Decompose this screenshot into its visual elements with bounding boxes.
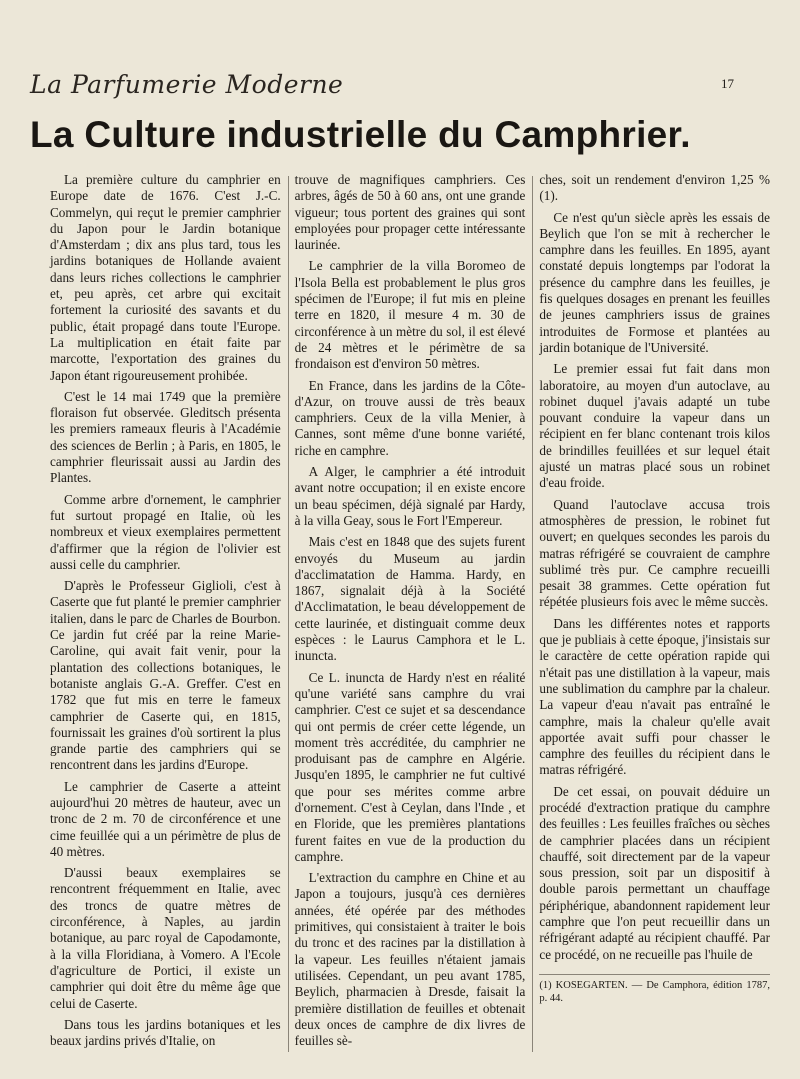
paragraph: Dans les différentes notes et rapports que je publiais à cette époque, j'insistais sur le caractère de cette opération rapide qui n'était pas une distillation à la vapeur, mais une sublimation du camphre par la chaleur. La vapeur d'eau n'avait pas entraîné le camphre, mais la chaleur qu'elle avait apportée avait suffi pour chasser le camphre des feuilles du récipient dans le matras réfrigéré.	[539, 615, 771, 778]
paragraph: De cet essai, on pouvait déduire un procédé d'extraction pratique du camphre des feuilles : Les feuilles fraîches ou sèches de camphrier placées dans un récipient chauffé, soit directement par de la vapeur sous pression, soit par un dispositif à double parois permettant un chauffage périphérique, abandonnent rapidement leur camphre que l'on peut recueillir dans un réfrigérant adapté au récipient chauffé. Par ce procédé, on ne recueille pas l'huile de	[539, 783, 771, 962]
paragraph: La première culture du camphrier en Europe date de 1676. C'est J.-C. Commelyn, qui reçut le premier camphrier du Japon pour le Jardin botanique d'Amsterdam ; dix ans plus tard, tous les jardins botaniques de Hollande avaient dans leurs riches collections le camphrier et, peu après, cet arbre qui excitait fortement la curiosité des savants et du public, était propagé dans toute l'Europe. La multiplication en était faite par marcotte, l'exportation des graines du Japon étant rigoureusement prohibée.	[50, 172, 281, 383]
paragraph: A Alger, le camphrier a été introduit avant notre occupation; il en existe encore un beau spécimen, déjà signalé par Hardy, à la villa Geay, sous le Fort l'Empereur.	[294, 464, 526, 528]
masthead: La Parfumerie Moderne	[30, 70, 344, 99]
page-number: 17	[721, 76, 734, 91]
footnote: (1) KOSEGARTEN. — De Camphora, édition 1787, p. 44.	[539, 979, 771, 1004]
paragraph: ches, soit un rendement d'environ 1,25 % (1).	[539, 172, 771, 204]
paragraph: L'extraction du camphre en Chine et au Japon a toujours, jusqu'à ces dernières années, été opérée par des méthodes primitives, qui consistaient à traiter le bois du tronc et des racines par la distillation à la vapeur. Les feuilles n'étaient jamais utilisées. Cependant, un peu avant 1785, Beylich, pharmacien à Dresde, faisait la première distillation de feuilles et obtenait deux onces de camphre de dix livres de feuilles sè-	[294, 870, 526, 1049]
paragraph: Le camphrier de Caserte a atteint aujourd'hui 20 mètres de hauteur, avec un tronc de 2 m. 70 de circonférence et une cime feuillée qui a un périmètre de plus de 40 mètres.	[50, 778, 281, 859]
paragraph: Dans tous les jardins botaniques et les beaux jardins privés d'Italie, on	[50, 1016, 281, 1049]
article-title: La Culture industrielle du Camphrier.	[30, 114, 691, 155]
paragraph: D'aussi beaux exemplaires se rencontrent fréquemment en Italie, avec des troncs de quatre mètres de circonférence, à Naples, au jardin botanique, au parc royal de Capodamonte, à la villa Floridiana, à Vomero. A l'Ecole d'agriculture de Portici, il existe un camphrier qui doit être du même âge que celui de Caserte.	[50, 865, 281, 1011]
paragraph: Le camphrier de la villa Boromeo de l'Isola Bella est probablement le plus gros spécimen de l'Europe; il fut mis en pleine terre en 1820, il mesure 4 m. 30 de circonférence à un mètre du sol, il est élevé de 24 mètres et le périmètre de sa frondaison est d'environ 50 mètres.	[294, 258, 526, 372]
paragraph: Le premier essai fut fait dans mon laboratoire, au moyen d'un autoclave, au robinet duquel j'avais adapté un tube pouvant conduire la vapeur dans un récipient en fer blanc contenant trois kilos de brindilles feuillées et sur lequel était ajusté un matras placé sous un robinet d'eau froide.	[539, 361, 771, 491]
column-1	[50, 172, 281, 1052]
paragraph: Comme arbre d'ornement, le camphrier fut surtout propagé en Italie, où les nombreux et vieux exemplaires permettent d'affirmer que la région de l'olivier est aussi celle du camphrier.	[50, 491, 281, 572]
footnotes	[539, 974, 770, 1005]
paragraph: C'est le 14 mai 1749 que la première floraison fut observée. Gleditsch présenta les premiers rameaux fleuris à l'Académie des sciences de Berlin ; à Paris, en 1805, le camphrier fleurissait aussi au Jardin des Plantes.	[50, 388, 281, 486]
paragraph: Ce n'est qu'un siècle après les essais de Beylich que l'on se mit à rechercher le camphre dans les feuilles. En 1895, ayant constaté depuis longtemps par l'odorat la présence du camphre dans les feuilles, je fis quelques dosages en prenant les feuilles de jeunes camphriers issus de graines introduites de Formose et plantées au jardin botanique de l'Université.	[539, 209, 771, 355]
paragraph: Ce L. inuncta de Hardy n'est en réalité qu'une variété sans camphre du vrai camphrier. C'est ce sujet et sa descendance qui ont permis de créer cette légende, un moment très accréditée, du camphrier ne produisant pas de camphre en Algérie. Jusqu'en 1895, le camphrier ne fut cultivé que pour ses mérites comme arbre d'ornement. C'est à Ceylan, dans l'Inde , et en Floride, que les premières plantations furent faites en vue de la production du camphre.	[294, 669, 526, 864]
paragraph: trouve de magnifiques camphriers. Ces arbres, âgés de 50 à 60 ans, ont une grande vigueur; tous portent des graines qui sont employées pour propager cette intéressante laurinée.	[294, 172, 526, 253]
paragraph: D'après le Professeur Giglioli, c'est à Caserte que fut planté le premier camphrier italien, dans le parc de Charles de Bourbon. Ce jardin fut créé par la reine Marie-Caroline, qui avait fait venir, pour la plantation des collections botaniques, le botaniste anglais G.-A. Greffer. C'est en 1782 que fut mis en terre le fameux camphrier de Caserte qui, en 1815, fournissait les graines d'où sortirent la plus grande partie des camphriers qui se rencontrent dans les jardins d'Europe.	[50, 578, 281, 773]
paragraph: Mais c'est en 1848 que des sujets furent envoyés du Museum au jardin d'acclimatation de Hamma. Hardy, en 1867, signalait déjà à la Société d'Acclimatation, le beau développement de cette laurinée, et distinguait comme deux espèces : le Laurus Camphora et le L. inuncta.	[294, 534, 526, 664]
column-2	[295, 172, 526, 1052]
column-3	[539, 172, 770, 1052]
article-body	[50, 172, 770, 1052]
paragraph: En France, dans les jardins de la Côte-d'Azur, on trouve aussi de très beaux camphriers. Ceux de la villa Menier, à Cannes, sont même d'une bonne variété, riche en camphre.	[294, 377, 526, 458]
paragraph: Quand l'autoclave accusa trois atmosphères de pression, le robinet fut ouvert; en quelques secondes les parois du matras réfrigéré se couvraient de camphre sublimé très pur. Ce camphre recueilli pesait 38 grammes. Cette opération fut répétée plusieurs fois avec le même succès.	[539, 496, 771, 610]
